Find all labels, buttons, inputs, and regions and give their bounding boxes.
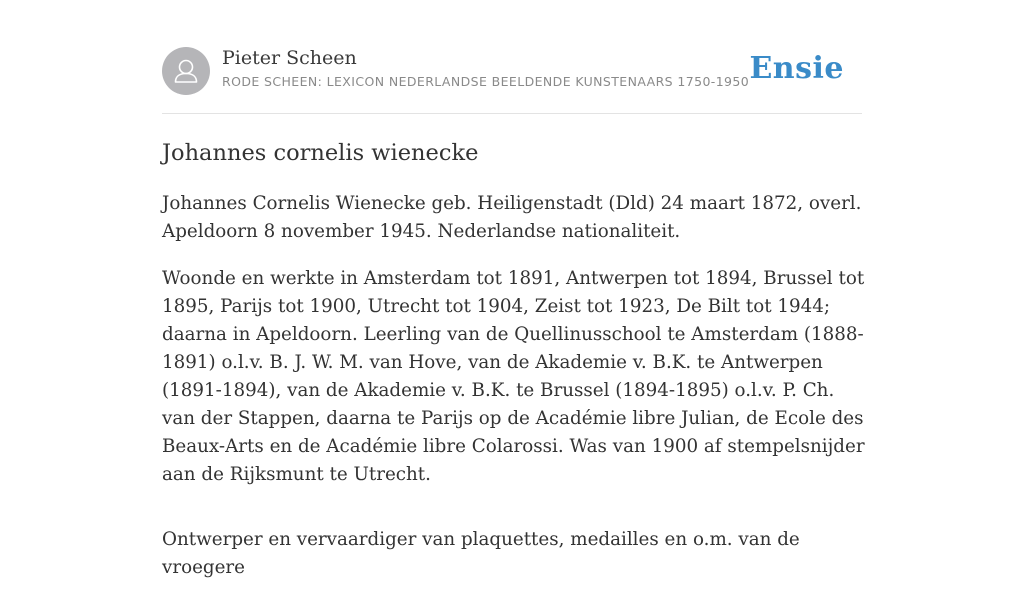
header-divider [162, 113, 862, 114]
avatar[interactable] [162, 47, 210, 95]
article-title: Johannes cornelis wienecke [162, 140, 479, 166]
ensie-logo[interactable]: Ensie [749, 51, 844, 86]
paragraph: Johannes Cornelis Wienecke geb. Heiligenstadt (Dld) 24 maart 1872, overl. Apeldoorn 8 november 1945. Nederlandse nationaliteit. [162, 193, 862, 242]
article-body [162, 190, 867, 601]
author-name[interactable]: Pieter Scheen [222, 47, 357, 69]
paragraph: Woonde en werkte in Amsterdam tot 1891, Antwerpen tot 1894, Brussel tot 1895, Parijs tot 1900, Utrecht tot 1904, Zeist tot 1923, De Bilt tot 1944; daarna in Apeldoorn. Leerling van de Quellinusschool te Amsterdam (1888-1891) o.l.v. B. J. W. M. van Hove, van de Akademie v. B.K. te Antwerpen (1891-1894), van de Akademie v. B.K. te Brussel (1894-1895) o.l.v. P. Ch. van der Stappen, daarna te Parijs op de Académie libre Julian, de Ecole des Beaux-Arts en de Académie libre Colarossi. Was van 1900 af stempelsnijder aan de Rijksmunt te Utrecht. [162, 268, 865, 485]
article-header [162, 46, 862, 96]
user-icon [162, 47, 210, 95]
source-label: RODE SCHEEN: LEXICON NEDERLANDSE BEELDENDE KUNSTENAARS 1750-1950 [222, 74, 750, 89]
paragraph: Ontwerper en vervaardiger van plaquettes, medailles en o.m. van de vroegere [162, 529, 800, 578]
